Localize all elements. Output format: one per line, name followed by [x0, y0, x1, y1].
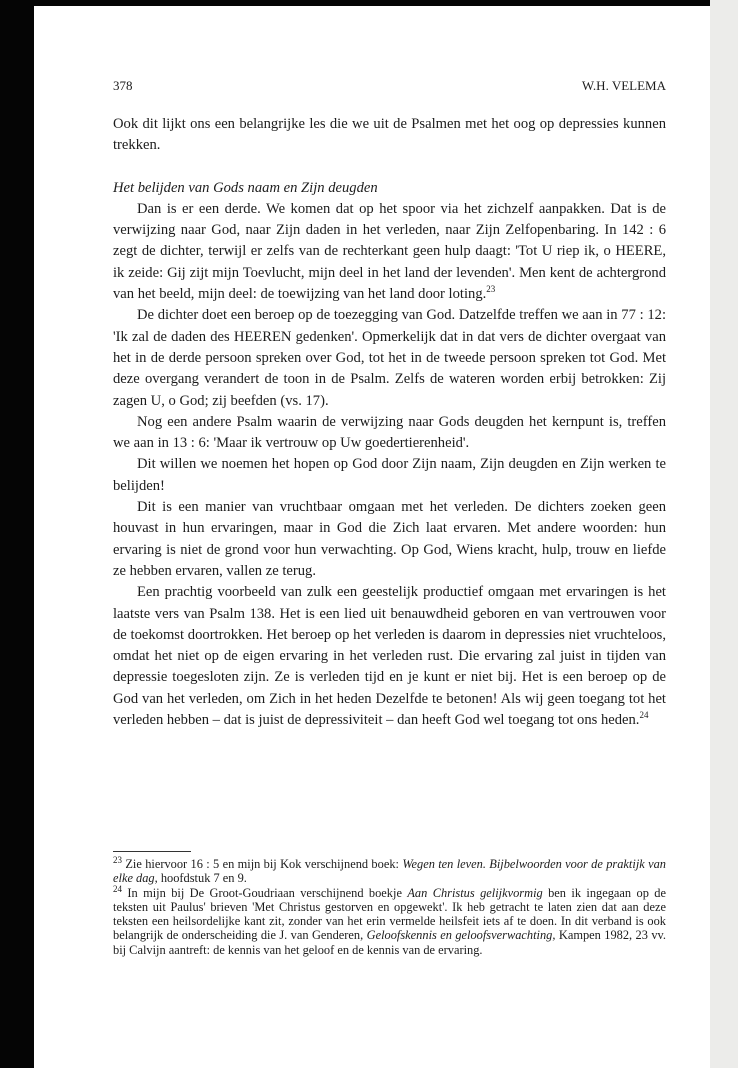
footnote-24-title-1: Aan Christus gelijkvormig [407, 885, 543, 900]
footnote-23 [113, 854, 666, 886]
paragraph-1: Ook dit lijkt ons een belangrijke les die we uit de Psalmen met het oog op depressies kunnen trekken. [113, 116, 666, 154]
page-number: 378 [113, 78, 133, 93]
footnote-mark-24: 24 [113, 883, 122, 894]
paragraph-2 [113, 199, 666, 305]
footnote-24-text-b: ben ik ingegaan op de teksten uit Paulus' brieven 'Met Christus gestorven en opgewekt'. Ik heb getracht te laten zien dat aan deze teksten een heilsordelijke kant zit, zonder van het erin vermelde heilsfeit iets af te doen. In dit verband is ook belangrijk de onderscheiding die J. van Genderen, [113, 885, 666, 943]
footnote-ref-23[interactable]: 23 [486, 284, 496, 295]
footnote-mark-23: 23 [113, 854, 122, 865]
footnotes [113, 854, 667, 957]
section-subheading: Het belijden van Gods naam en Zijn deugden [113, 179, 378, 196]
footnote-23-title: Wegen ten leven. Bijbelwoorden voor de praktijk van elke dag, [113, 857, 666, 886]
footnote-separator [113, 851, 191, 852]
running-header [113, 78, 666, 94]
paragraph-6: Dit is een manier van vruchtbaar omgaan met het verleden. De dichters zoeken geen houvast in hun ervaringen, maar in God die Zich laat ervaren. Met andere woorden: hun ervaring is niet de grond voor hun verwachting. Op God, Wiens kracht, hulp, trouw en liefde ze hebben ervaren, vallen ze terug. [113, 499, 666, 579]
scan-border-right [710, 0, 738, 1068]
footnote-24 [113, 883, 667, 957]
paragraph-7-text: Een prachtig voorbeeld van zulk een geestelijk productief omgaan met ervaringen is het laatste vers van Psalm 138. Het is een lied uit benauwdheid geboren en van vertrouwen voor de toekomst doortrokken. Het beroep op het verleden is daarom in depressies niet vruchteloos, omdat het niet op de eigen ervaring in het verleden rust. Die ervaring zal juist in tijden van depressie toegesloten zijn. Ze is verleden tijd en je kunt er niet bij. Het is een beroep op de God van het verleden, om Zich in het heden Dezelfde te betonen! Als wij geen toegang tot het verleden hebben – dat is juist de depressiviteit – dan heeft God wel toegang tot ons heden. [113, 584, 666, 729]
scan-border-left [0, 0, 34, 1068]
footnote-24-text-a: In mijn bij De Groot-Goudriaan verschijnend boekje [127, 885, 408, 900]
paragraph-5: Dit willen we noemen het hopen op God door Zijn naam, Zijn deugden en Zijn werken te belijden! [113, 456, 666, 494]
paragraph-7 [113, 582, 666, 731]
paragraph-4: Nog een andere Psalm waarin de verwijzing naar Gods deugden het kernpunt is, treffen we aan in 13 : 6: 'Maar ik vertrouw op Uw goedertierenheid'. [113, 413, 666, 452]
footnote-24-text-c: Kampen 1982, 23 vv. bij Calvijn aantreft: de kennis van het geloof en de kennis van de ervaring. [113, 928, 667, 957]
footnote-24-title-2: Geloofskennis en geloofsverwachting, [366, 928, 556, 943]
footnote-23-text-a: Zie hiervoor 16 : 5 en mijn bij Kok verschijnend boek: [125, 857, 403, 871]
footnote-ref-24[interactable]: 24 [639, 710, 649, 721]
body-text [113, 114, 666, 731]
paragraph-2-text: Dan is er een derde. We komen dat op het spoor via het zichzelf aanpakken. Dat is de verwijzing naar God, naar Zijn daden in het verleden, naar Zijn Zelfopenbaring. In 142 : 6 zegt de dichter, terwijl er zelfs van de rechterkant geen hulp daagt: 'Tot U riep ik, o HEERE, ik zeide: Gij zijt mijn Toevlucht, mijn deel in het land der levenden'. Men kent de achtergrond van het beeld, mijn deel: de toewijzing van het land door loting. [113, 200, 666, 303]
footnote-23-text-b: hoofdstuk 7 en 9. [157, 871, 247, 886]
running-head-author: W.H. VELEMA [581, 78, 666, 93]
paragraph-3: De dichter doet een beroep op de toezegging van God. Datzelfde treffen we aan in 77 : 12: 'Ik zal de daden des HEEREN gedenken'. Opmerkelijk dat in dat vers de dichter overgaat van het in de derde persoon spreken over God, tot het in de tweede persoon spreken tot God. Met deze overgang verandert de toon in de Psalm. Zelfs de wateren worden erbij betrokken: Zij zagen U, o God; zij beefden (vs. 17). [113, 307, 666, 409]
